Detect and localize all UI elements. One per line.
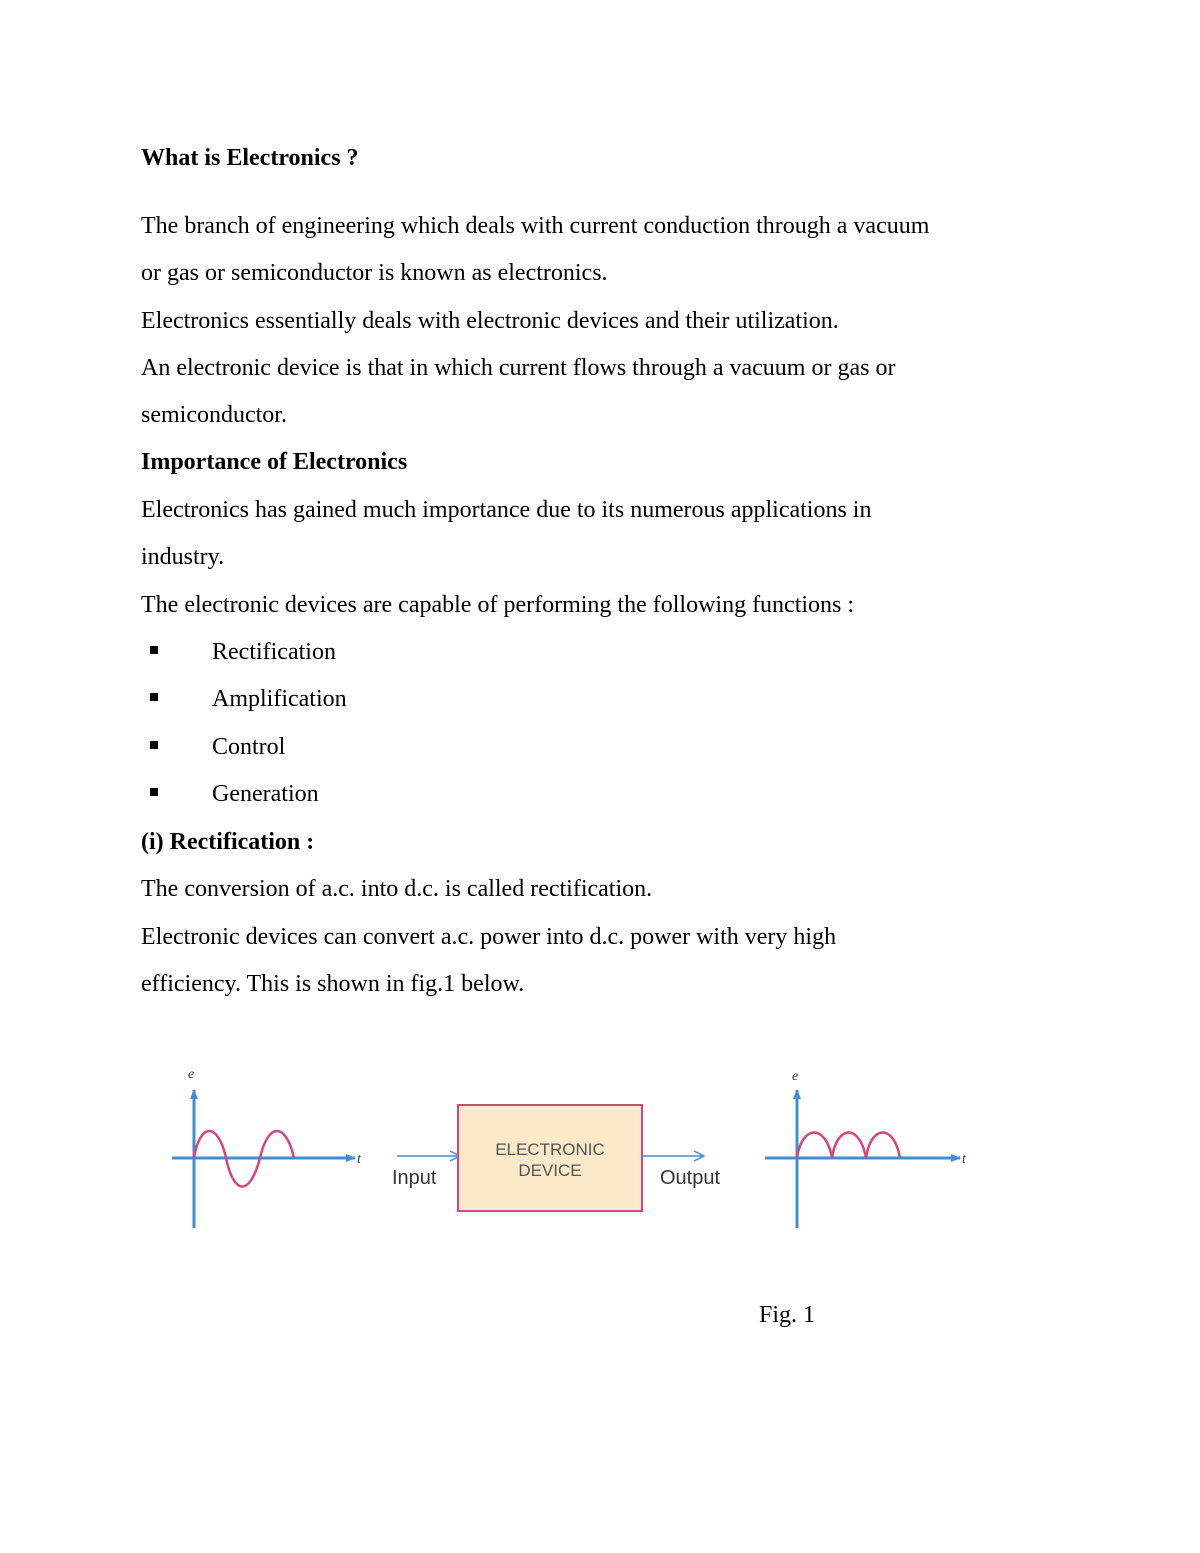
output-label: Output <box>660 1167 721 1189</box>
input-label: Input <box>392 1167 437 1189</box>
list-item-label: Generation <box>212 781 319 807</box>
bullet-icon <box>150 741 158 749</box>
bullet-icon <box>150 646 158 654</box>
intro-line-2: or gas or semiconductor is known as electronics. <box>141 260 608 286</box>
rectification-line-3: efficiency. This is shown in fig.1 below. <box>141 971 525 997</box>
list-item-label: Control <box>212 734 286 760</box>
list-item-label: Amplification <box>212 686 347 712</box>
device-box-line-1: ELECTRONIC <box>495 1140 605 1159</box>
figure-caption: Fig. 1 <box>759 1302 816 1328</box>
intro-line-4: An electronic device is that in which current flows through a vacuum or gas or <box>141 355 896 381</box>
input-axis-y-label: e <box>188 1067 195 1082</box>
intro-line-3: Electronics essentially deals with electronic devices and their utilization. <box>141 308 839 334</box>
intro-line-1: The branch of engineering which deals with current conduction through a vacuum <box>141 213 930 239</box>
input-axis-x-label: t <box>357 1152 361 1167</box>
figure-diagram <box>160 1060 980 1240</box>
importance-line-1: Electronics has gained much importance due to its numerous applications in <box>141 497 872 523</box>
importance-heading: Importance of Electronics <box>141 449 408 475</box>
output-rectified-wave <box>797 1133 900 1159</box>
rectification-line-1: The conversion of a.c. into d.c. is called rectification. <box>141 876 653 902</box>
importance-line-2: industry. <box>141 544 225 570</box>
rectification-figure <box>160 1060 980 1240</box>
list-item-label: Rectification <box>212 639 336 665</box>
importance-line-3: The electronic devices are capable of performing the following functions : <box>141 592 855 618</box>
output-axis-y-label: e <box>792 1069 799 1084</box>
device-box-line-2: DEVICE <box>518 1161 582 1180</box>
rectification-heading: (i) Rectification : <box>141 829 315 855</box>
page-title: What is Electronics ? <box>141 145 359 171</box>
output-axis-x-label: t <box>962 1152 966 1167</box>
bullet-icon <box>150 693 158 701</box>
rectification-line-2: Electronic devices can convert a.c. power into d.c. power with very high <box>141 924 837 950</box>
intro-line-5: semiconductor. <box>141 402 287 428</box>
bullet-icon <box>150 788 158 796</box>
